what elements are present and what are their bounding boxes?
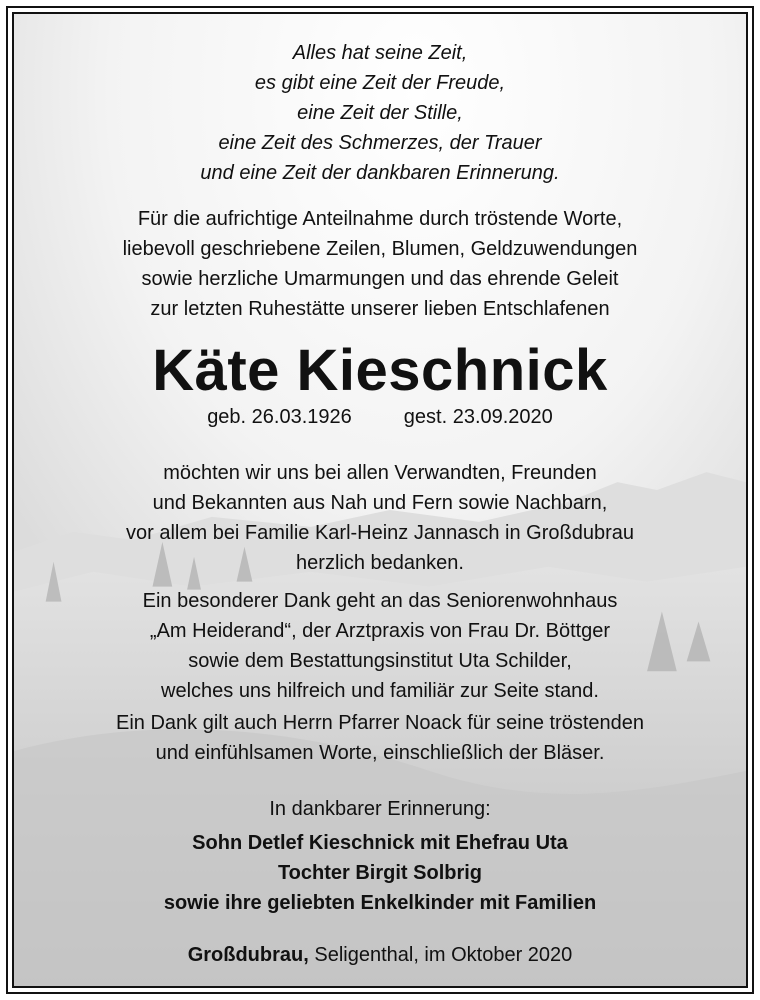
thanks-line: sowie herzliche Umarmungen und das ehrende Geleit bbox=[141, 268, 619, 290]
place-and-date bbox=[14, 940, 746, 970]
poem-line: eine Zeit des Schmerzes, der Trauer bbox=[218, 132, 542, 154]
poem-line: und eine Zeit der dankbaren Erinnerung. bbox=[200, 162, 560, 184]
text-line: „Am Heiderand“, der Arztpraxis von Frau Dr. Böttger bbox=[149, 620, 611, 642]
text-line: sowie dem Bestattungsinstitut Uta Schilder, bbox=[188, 650, 572, 672]
thanks-care-home bbox=[14, 586, 746, 706]
poem-line: Alles hat seine Zeit, bbox=[292, 42, 468, 64]
thanks-intro bbox=[14, 204, 746, 324]
text-line: und Bekannten aus Nah und Fern sowie Nachbarn, bbox=[152, 492, 608, 514]
poem bbox=[14, 38, 746, 188]
thanks-pastor bbox=[14, 708, 746, 768]
thanks-line: liebevoll geschriebene Zeilen, Blumen, Geldzuwendungen bbox=[122, 238, 638, 260]
text-line: welches uns hilfreich und familiär zur Seite stand. bbox=[161, 680, 599, 702]
family-signatures bbox=[14, 828, 746, 918]
text-line: möchten wir uns bei allen Verwandten, Freunden bbox=[163, 462, 597, 484]
text-line: Ein Dank gilt auch Herrn Pfarrer Noack für seine tröstenden bbox=[115, 712, 645, 734]
birth-date: geb. 26.03.1926 bbox=[207, 406, 352, 428]
family-line: sowie ihre geliebten Enkelkinder mit Familien bbox=[163, 892, 597, 914]
poem-line: eine Zeit der Stille, bbox=[297, 102, 463, 124]
memory-intro: In dankbarer Erinnerung: bbox=[269, 798, 491, 820]
text-line: und einfühlsamen Worte, einschließlich der Bläser. bbox=[155, 742, 605, 764]
family-line: Sohn Detlef Kieschnick mit Ehefrau Uta bbox=[192, 832, 568, 854]
thanks-line: zur letzten Ruhestätte unserer lieben Entschlafenen bbox=[150, 298, 610, 320]
thanks-line: Für die aufrichtige Anteilnahme durch tröstende Worte, bbox=[137, 208, 623, 230]
poem-line: es gibt eine Zeit der Freude, bbox=[254, 72, 506, 94]
life-dates bbox=[14, 402, 746, 432]
death-date: gest. 23.09.2020 bbox=[403, 406, 553, 428]
text-line: herzlich bedanken. bbox=[296, 552, 464, 574]
deceased-name: Käte Kieschnick bbox=[152, 338, 608, 403]
text-line: vor allem bei Familie Karl-Heinz Jannasch in Großdubrau bbox=[126, 522, 634, 544]
text-line: Ein besonderer Dank geht an das Seniorenwohnhaus bbox=[142, 590, 618, 612]
obituary-outer-frame bbox=[6, 6, 754, 994]
thanks-relatives bbox=[14, 458, 746, 578]
family-line: Tochter Birgit Solbrig bbox=[277, 862, 483, 884]
place-town: Großdubrau, bbox=[187, 944, 309, 966]
place-rest: Seligenthal, im Oktober 2020 bbox=[308, 944, 573, 966]
obituary-card bbox=[12, 12, 748, 988]
